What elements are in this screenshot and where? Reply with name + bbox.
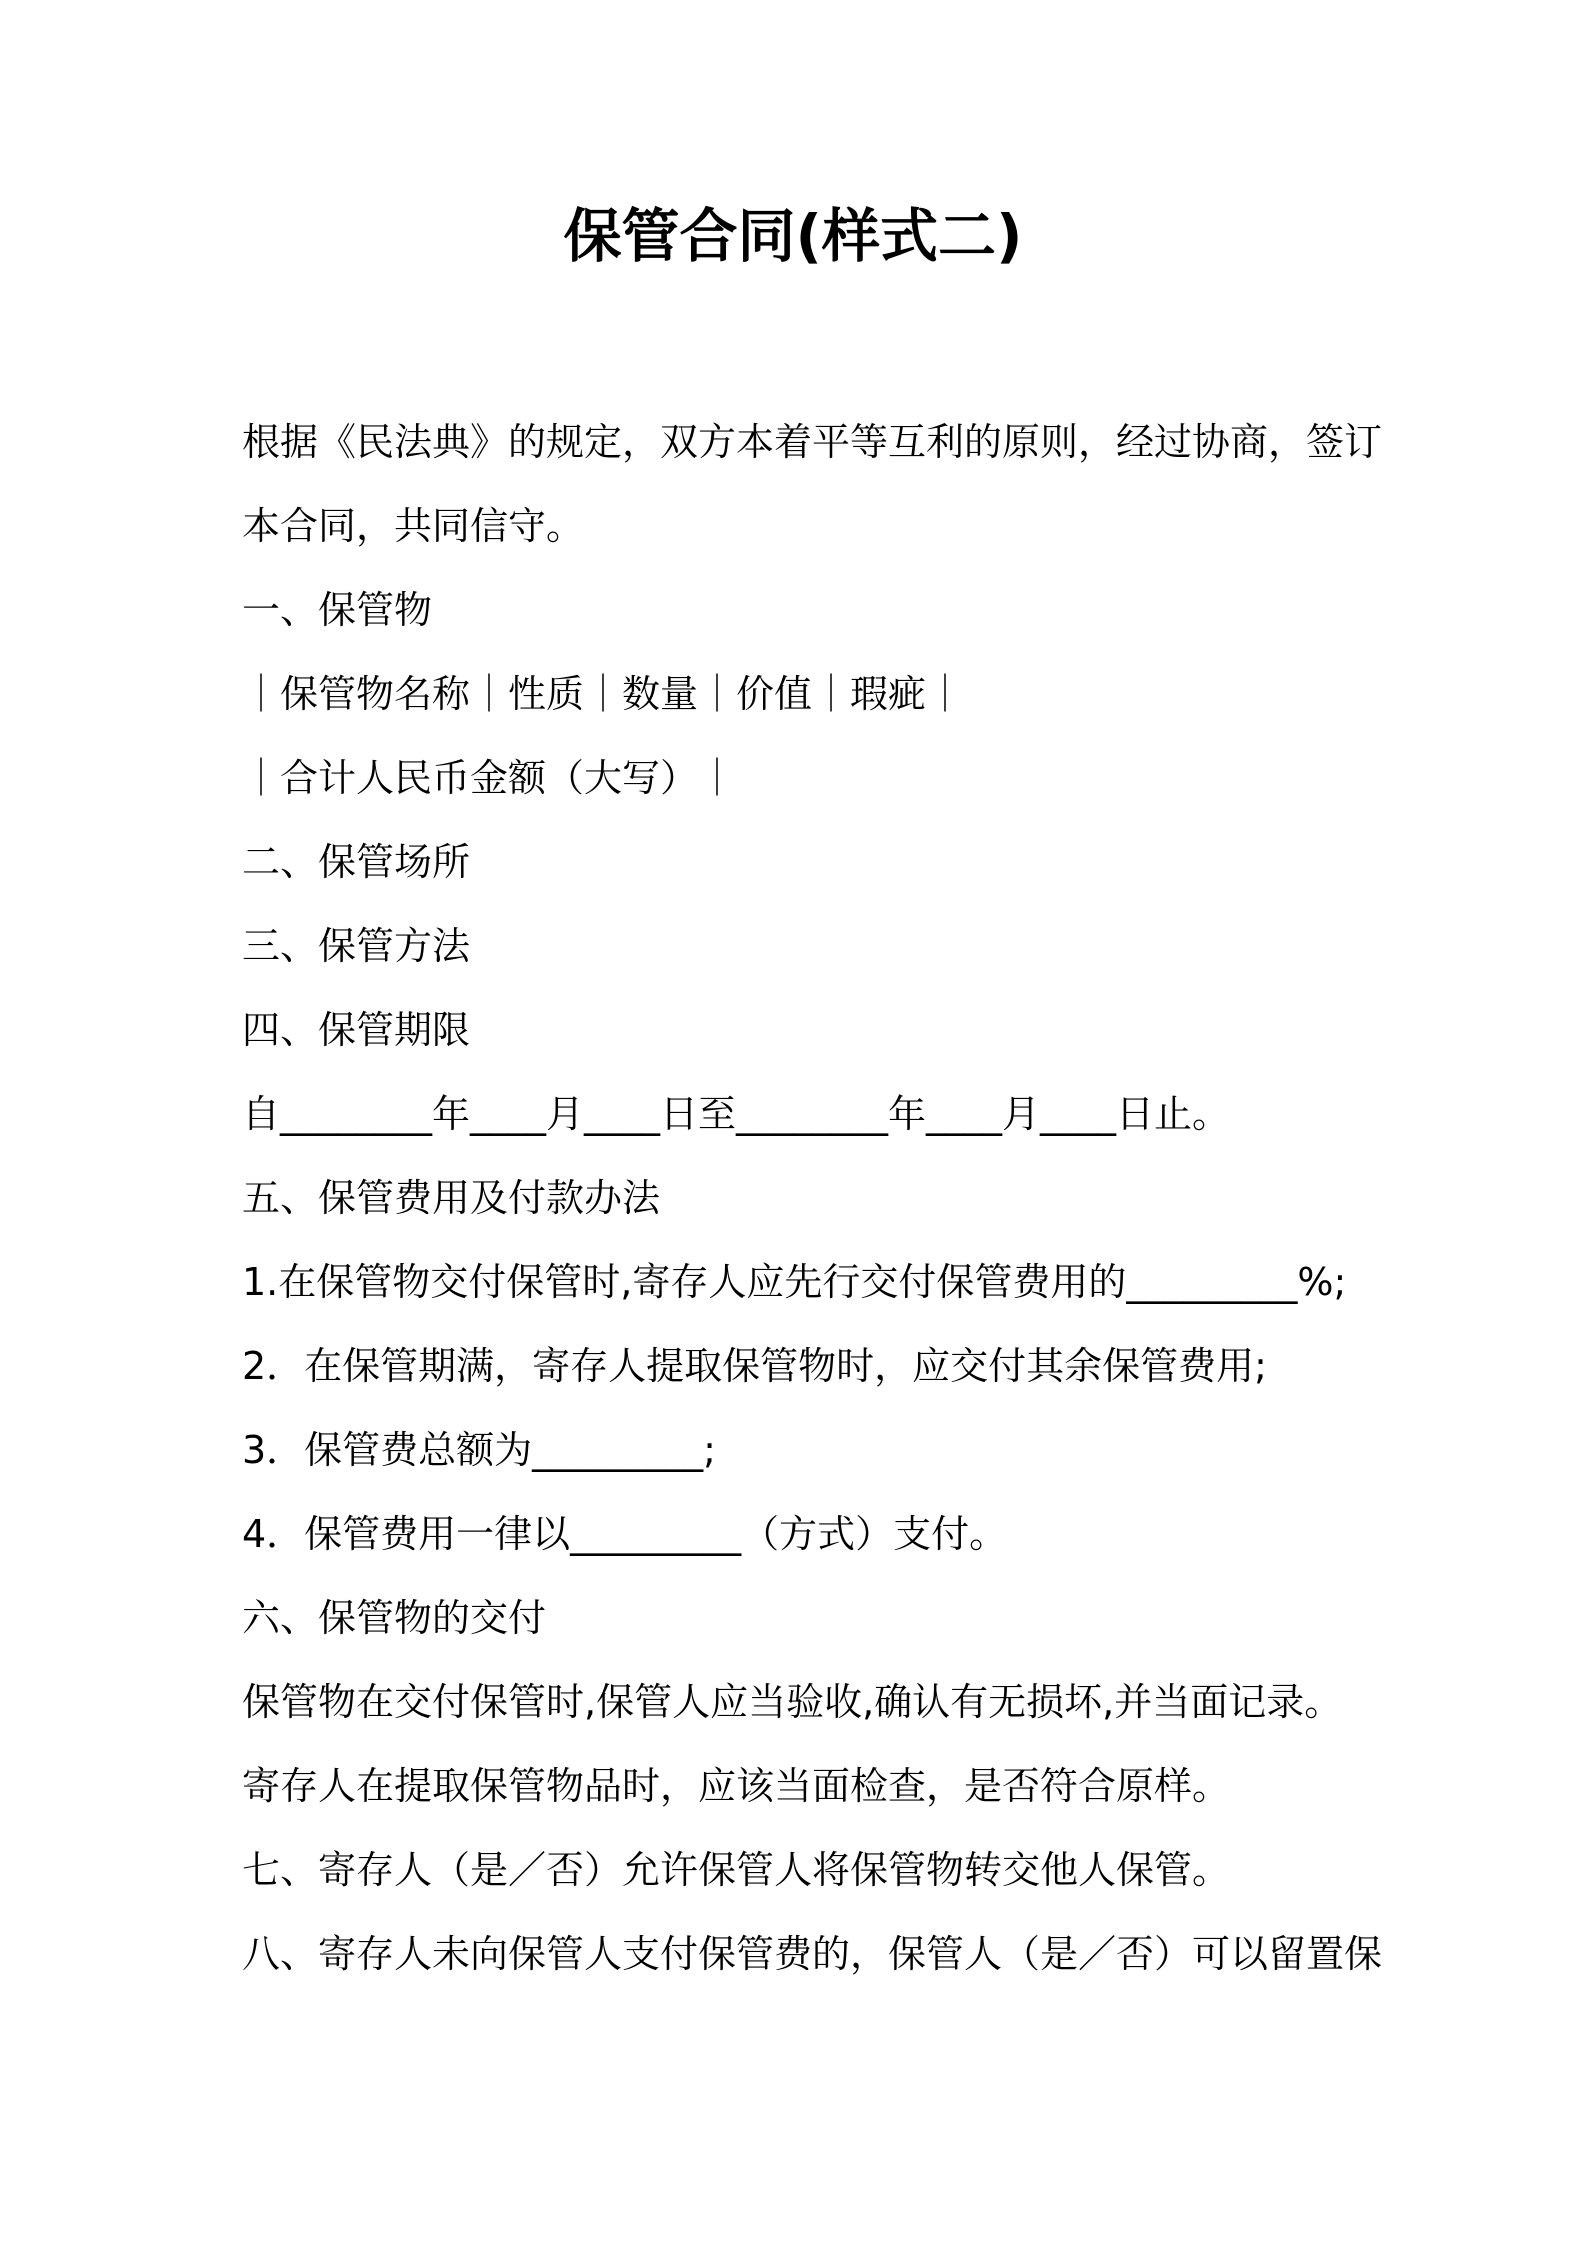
clause-line: 2．在保管期满，寄存人提取保管物时，应交付其余保管费用; bbox=[242, 1344, 1267, 1388]
table-header-row: ｜保管物名称｜性质｜数量｜价值｜瑕疵｜ bbox=[242, 672, 965, 716]
document-body bbox=[242, 400, 1382, 1996]
paragraph-line: 寄存人在提取保管物品时，应该当面检查，是否符合原样。 bbox=[242, 1764, 1231, 1808]
section-heading: 三、保管方法 bbox=[242, 924, 471, 968]
paragraph-line: 本合同，共同信守。 bbox=[242, 504, 585, 548]
section-heading: 二、保管场所 bbox=[242, 840, 471, 884]
clause-line: 1.在保管物交付保管时,寄存人应先行交付保管费用的_________%; bbox=[242, 1260, 1347, 1304]
section-heading: 六、保管物的交付 bbox=[242, 1596, 547, 1640]
paragraph-line: 根据《民法典》的规定，双方本着平等互利的原则，经过协商，签订 bbox=[242, 420, 1383, 464]
clause-line: 3．保管费总额为_________; bbox=[242, 1428, 716, 1472]
table-total-row: ｜合计人民币金额（大写）｜ bbox=[242, 756, 737, 800]
section-heading: 八、寄存人未向保管人支付保管费的，保管人（是／否）可以留置保 bbox=[242, 1932, 1383, 1976]
section-heading: 一、保管物 bbox=[242, 588, 433, 632]
section-heading: 五、保管费用及付款办法 bbox=[242, 1176, 661, 1220]
clause-line: 4．保管费用一律以_________（方式）支付。 bbox=[242, 1512, 1008, 1556]
section-heading: 四、保管期限 bbox=[242, 1008, 471, 1052]
section-heading: 七、寄存人（是／否）允许保管人将保管物转交他人保管。 bbox=[242, 1848, 1231, 1892]
date-range-line: 自________年____月____日至________年____月____日止。 bbox=[242, 1092, 1231, 1136]
document-title: 保管合同(样式二) bbox=[563, 202, 1023, 270]
paragraph-line: 保管物在交付保管时,保管人应当验收,确认有无损坏,并当面记录。 bbox=[242, 1680, 1343, 1724]
